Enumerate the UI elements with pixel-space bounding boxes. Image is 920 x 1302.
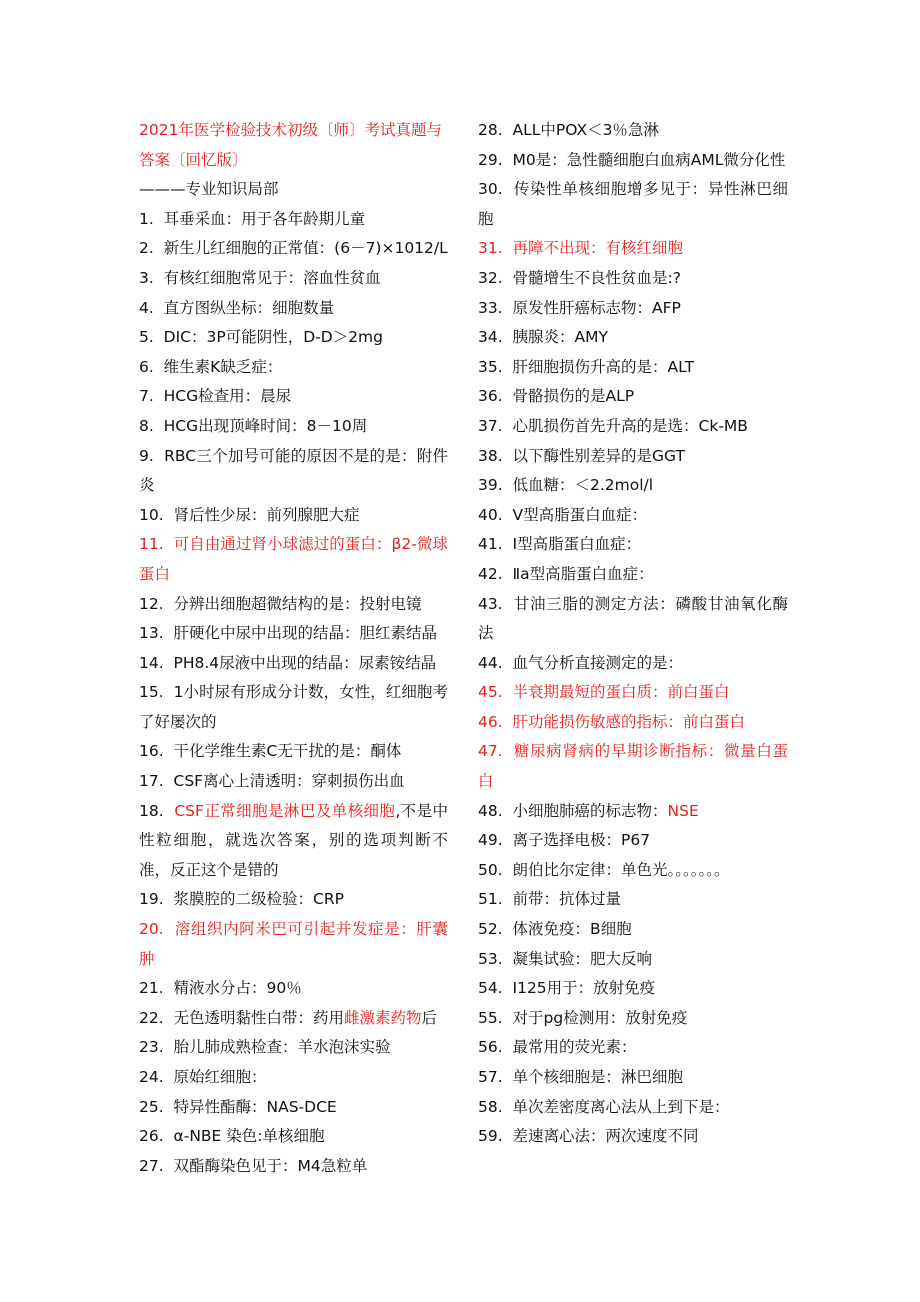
question-item: [139, 885, 448, 915]
question-item: [478, 382, 788, 412]
question-number: 14.: [139, 653, 164, 672]
question-text: 对于pg检测用：放射免疫: [512, 1008, 688, 1027]
question-text: 离子选择电极：P67: [512, 831, 651, 850]
question-item: [478, 856, 788, 886]
question-text: ,不是中性粒细胞，就选次答案，别的选项判断不准，反正这个是错的: [139, 801, 449, 879]
question-text: 胰腺炎：AMY: [512, 328, 608, 347]
question-text: 骨骼损伤的是ALP: [512, 387, 635, 406]
question-text: 胎儿肺成熟检查：羊水泡沫实验: [173, 1038, 391, 1057]
question-text: 肝细胞损伤升高的是：ALT: [512, 357, 695, 376]
question-number: 44.: [478, 653, 503, 672]
question-text: 体液免疫：B细胞: [512, 920, 632, 939]
question-number: 16.: [139, 742, 164, 761]
question-item: [478, 678, 788, 708]
question-item: [478, 412, 788, 442]
question-item: [139, 1093, 448, 1123]
question-number: 33.: [478, 298, 503, 317]
question-item: [139, 619, 448, 649]
question-text: 半衰期最短的蛋白质：前白蛋白: [512, 683, 730, 702]
question-item: [478, 264, 788, 294]
question-item: [139, 974, 448, 1004]
question-text: 肾后性少尿：前列腺肥大症: [173, 505, 360, 524]
question-item: [478, 234, 788, 264]
question-number: 53.: [478, 949, 503, 968]
question-text: PH8.4尿液中出现的结晶：尿素铵结晶: [173, 653, 437, 672]
question-number: 39.: [478, 476, 503, 495]
question-item: [478, 1093, 788, 1123]
question-number: 43.: [478, 594, 503, 613]
question-item: [478, 1063, 788, 1093]
question-text: 单个核细胞是：淋巴细胞: [512, 1068, 684, 1086]
question-text: 心肌损伤首先升高的是选：Ck-MB: [512, 416, 748, 435]
question-number: 59.: [478, 1127, 503, 1146]
question-text: Ⅴ型高脂蛋白血症：: [512, 505, 648, 524]
question-text: 直方图纵坐标：细胞数量: [163, 298, 335, 317]
question-item: [139, 442, 448, 501]
question-number: 57.: [478, 1068, 503, 1086]
question-item: [139, 649, 448, 679]
question-text: DIC：3P可能阴性，D-D＞2mg: [163, 328, 383, 347]
question-number: 50.: [478, 860, 503, 879]
question-text: RBC三个加号可能的原因不是的是：附件炎: [139, 446, 448, 495]
question-text: Ⅱa型高脂蛋白血症：: [512, 564, 654, 583]
question-item: [139, 737, 448, 767]
question-number: 37.: [478, 416, 503, 435]
question-item: [139, 1033, 448, 1063]
question-number: 58.: [478, 1097, 503, 1116]
question-text: HCG出现顶峰时间：8－10周: [163, 416, 368, 435]
question-number: 30.: [478, 180, 503, 199]
question-item: [139, 294, 448, 324]
question-number: 7.: [139, 387, 154, 406]
question-number: 12.: [139, 594, 164, 613]
document-title: 2021年医学检验技术初级〔师〕考试真题与答案〔回忆版〕: [139, 121, 442, 169]
section-heading: ———专业知识局部: [139, 180, 279, 199]
question-number: 22.: [139, 1008, 164, 1027]
question-text: CSF正常细胞是淋巴及单核细胞: [174, 801, 396, 820]
question-number: 46.: [478, 712, 503, 731]
question-item: [478, 471, 788, 501]
question-item: [139, 264, 448, 294]
question-number: 32.: [478, 268, 503, 287]
question-number: 52.: [478, 920, 503, 939]
question-text: M0是：急性髓细胞白血病AML微分化性: [512, 150, 786, 169]
question-number: 17.: [139, 772, 164, 791]
question-item: [139, 353, 448, 383]
question-text: 维生素K缺乏症：: [163, 357, 283, 376]
question-text: I125用于：放射免疫: [512, 979, 656, 998]
question-item: [478, 1004, 788, 1034]
question-text: 单次差密度离心法从上到下是：: [512, 1097, 730, 1116]
question-number: 8.: [139, 416, 154, 435]
question-number: 48.: [478, 801, 503, 820]
question-item: [478, 737, 788, 796]
question-item: [139, 501, 448, 531]
question-item: [478, 797, 788, 827]
question-number: 31.: [478, 239, 503, 258]
question-text: 可自由通过肾小球滤过的蛋白：β2-微球蛋白: [139, 535, 448, 583]
question-number: 25.: [139, 1097, 164, 1116]
question-item: [139, 1152, 448, 1182]
question-item: [139, 530, 448, 589]
question-number: 2.: [139, 239, 154, 258]
right-question-list: [478, 116, 788, 1152]
question-number: 20.: [139, 920, 164, 939]
question-number: 47.: [478, 742, 503, 761]
question-text: Ⅰ型高脂蛋白血症：: [512, 535, 642, 554]
question-item: [139, 323, 448, 353]
question-number: 51.: [478, 890, 503, 909]
question-item: [478, 294, 788, 324]
question-item: [478, 116, 788, 146]
question-item: [478, 323, 788, 353]
question-item: [139, 915, 448, 974]
question-number: 54.: [478, 979, 503, 998]
question-item: [478, 560, 788, 590]
question-text: 凝集试验：肥大反响: [512, 949, 653, 968]
question-item: [478, 1033, 788, 1063]
question-number: 6.: [139, 357, 154, 376]
question-number: 40.: [478, 505, 503, 524]
question-text: 差速离心法：两次速度不同: [512, 1127, 699, 1146]
question-text: 小细胞肺癌的标志物：: [512, 801, 668, 820]
question-item: [478, 974, 788, 1004]
question-text: 最常用的荧光素：: [512, 1038, 637, 1057]
question-item: [478, 915, 788, 945]
question-number: 27.: [139, 1156, 164, 1175]
question-item: [139, 1004, 448, 1034]
question-text: 再障不出现：有核红细胞: [512, 239, 684, 258]
question-item: [139, 234, 448, 264]
question-text: 溶组织内阿米巴可引起并发症是：肝囊肿: [139, 920, 448, 968]
question-number: 42.: [478, 564, 503, 583]
question-number: 55.: [478, 1008, 503, 1027]
question-number: 3.: [139, 268, 154, 287]
question-item: [478, 885, 788, 915]
question-number: 5.: [139, 328, 154, 347]
question-item: [139, 590, 448, 620]
question-number: 26.: [139, 1127, 164, 1146]
question-text: 原始红细胞：: [173, 1068, 267, 1086]
question-text: 雌激素药物: [344, 1008, 422, 1027]
question-number: 21.: [139, 979, 164, 998]
question-number: 56.: [478, 1038, 503, 1057]
question-text: 干化学维生素C无干扰的是：酮体: [173, 742, 402, 761]
question-number: 4.: [139, 298, 154, 317]
question-number: 13.: [139, 624, 164, 643]
question-text: 后: [421, 1008, 438, 1027]
question-text: 前带：抗体过量: [512, 890, 622, 909]
question-item: [478, 590, 788, 649]
left-column: [139, 116, 448, 1181]
question-number: 45.: [478, 683, 503, 702]
question-text: 有核红细胞常见于：溶血性贫血: [163, 268, 381, 287]
question-text: α-NBE 染色:单核细胞: [173, 1127, 325, 1146]
question-number: 29.: [478, 150, 503, 169]
question-text: 骨髓增生不良性贫血是:?: [512, 268, 681, 287]
question-item: [478, 1122, 788, 1152]
question-number: 34.: [478, 328, 503, 347]
question-text: 糖尿病肾病的早期诊断指标：微量白蛋白: [478, 742, 788, 791]
question-number: 24.: [139, 1068, 164, 1086]
question-text: 肝硬化中尿中出现的结晶：胆红素结晶: [173, 624, 438, 643]
question-text: 双酯酶染色见于：M4急粒单: [173, 1156, 368, 1175]
question-item: [139, 412, 448, 442]
question-text: CSF离心上清透明：穿刺损伤出血: [173, 772, 405, 791]
question-number: 11.: [139, 535, 164, 554]
question-text: 原发性肝癌标志物：AFP: [512, 298, 681, 317]
left-question-list: [139, 205, 448, 1182]
question-text: 朗伯比尔定律：单色光。。。。。。。: [512, 860, 730, 879]
question-item: [478, 530, 788, 560]
question-item: [478, 175, 788, 234]
question-item: [478, 146, 788, 176]
question-text: 甘油三脂的测定方法：磷酸甘油氧化酶法: [478, 594, 788, 643]
question-number: 18.: [139, 801, 164, 820]
question-text: 新生儿红细胞的正常值：(6－7)×1012/L: [163, 239, 448, 258]
question-number: 15.: [139, 683, 164, 702]
question-text: 肝功能损伤敏感的指标：前白蛋白: [512, 712, 746, 731]
question-item: [478, 501, 788, 531]
question-item: [478, 945, 788, 975]
question-item: [478, 826, 788, 856]
question-item: [139, 1063, 448, 1093]
question-item: [139, 382, 448, 412]
question-text: 分辨出细胞超微结构的是：投射电镜: [173, 594, 422, 613]
question-item: [478, 708, 788, 738]
question-item: [478, 353, 788, 383]
question-text: NSE: [667, 801, 699, 820]
question-text: 以下酶性别差异的是GGT: [512, 446, 685, 465]
question-number: 41.: [478, 535, 503, 554]
question-text: 传染性单核细胞增多见于：异性淋巴细胞: [478, 180, 788, 228]
question-number: 35.: [478, 357, 503, 376]
question-number: 49.: [478, 831, 503, 850]
question-text: HCG检查用：晨尿: [163, 387, 292, 406]
question-number: 23.: [139, 1038, 164, 1057]
question-item: [139, 767, 448, 797]
question-item: [139, 678, 448, 737]
question-item: [478, 442, 788, 472]
question-text: 耳垂采血：用于各年龄期儿童: [163, 209, 366, 228]
question-item: [478, 649, 788, 679]
question-number: 19.: [139, 890, 164, 909]
question-text: 特异性酯酶：NAS-DCE: [173, 1097, 337, 1116]
question-text: 无色透明黏性白带：药用: [173, 1008, 345, 1027]
question-text: ALL中POX＜3％急淋: [512, 121, 659, 139]
question-item: [139, 1122, 448, 1152]
question-number: 9.: [139, 446, 154, 465]
right-column: [478, 116, 788, 1152]
question-text: 精液水分占：90％: [173, 979, 302, 998]
question-item: [139, 797, 448, 886]
question-number: 10.: [139, 505, 164, 524]
question-text: 1小时尿有形成分计数，女性，红细胞考了好屡次的: [139, 683, 448, 731]
question-number: 38.: [478, 446, 503, 465]
question-text: 低血糖：＜2.2mol/l: [512, 476, 654, 495]
question-item: [139, 205, 448, 235]
question-number: 28.: [478, 121, 503, 139]
question-number: 1.: [139, 209, 154, 228]
question-text: 浆膜腔的二级检验：CRP: [173, 890, 344, 909]
question-text: 血气分析直接测定的是：: [512, 653, 684, 672]
question-number: 36.: [478, 387, 503, 406]
